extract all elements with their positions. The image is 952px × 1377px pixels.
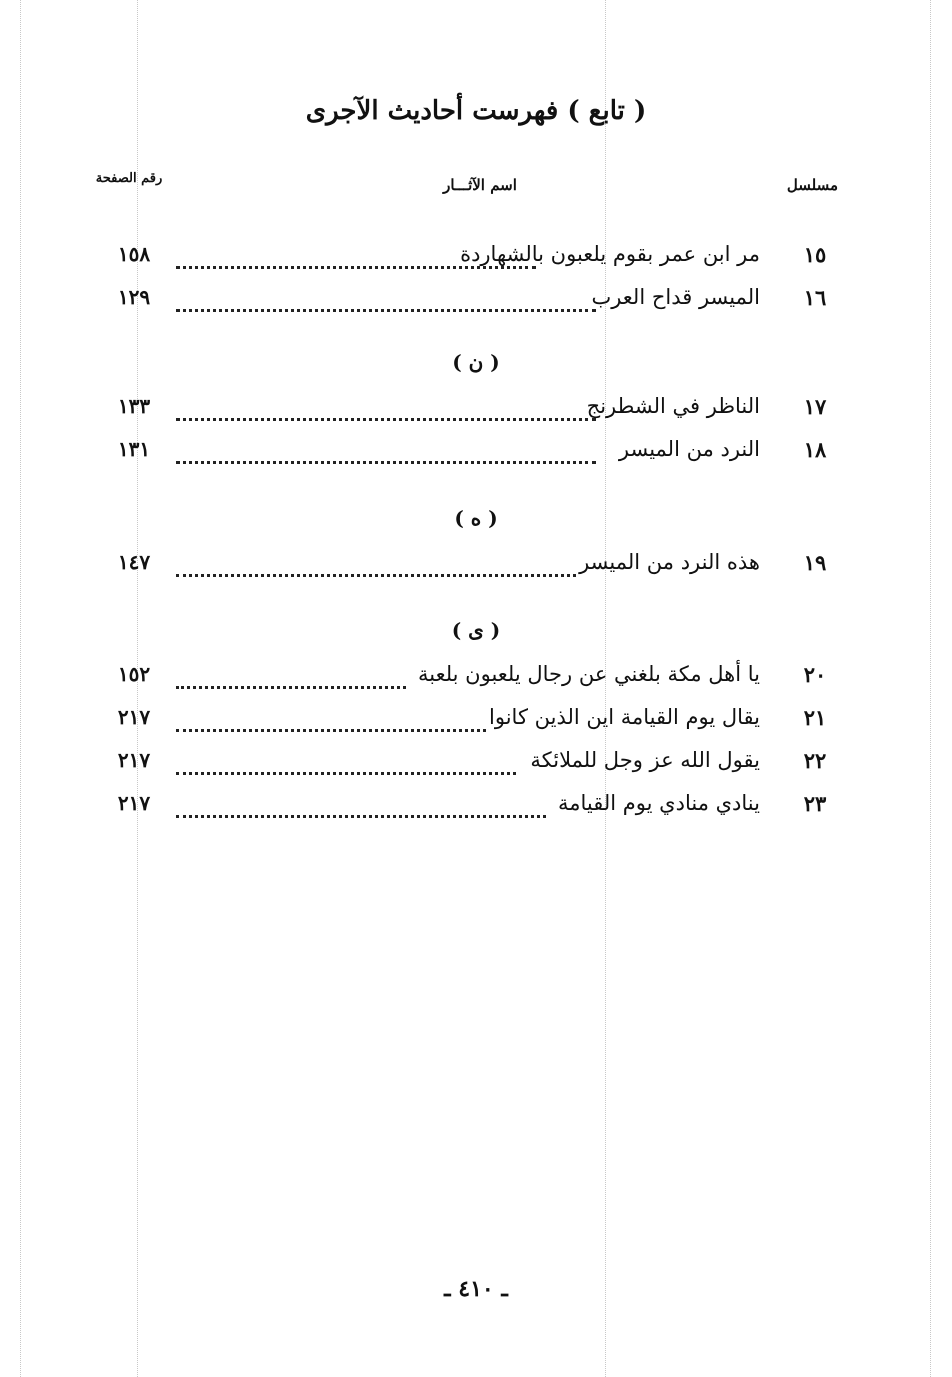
dot-leader: [176, 410, 596, 421]
header-serial: مسلسل: [786, 176, 838, 194]
row-title: هذه النرد من الميسر: [579, 550, 760, 574]
row-title: يا أهل مكة بلغني عن رجال يلعبون بلعبة: [417, 662, 760, 686]
dot-leader: [176, 678, 406, 689]
dot-leader: [176, 258, 536, 269]
index-row: [96, 705, 840, 739]
section-heading: ( ه ): [454, 506, 498, 530]
row-page: ١٥٨: [117, 242, 151, 266]
row-serial: ٢٢: [803, 748, 827, 773]
page-number: ـ ٤١٠ ـ: [444, 1276, 508, 1302]
row-title: يقال يوم القيامة اين الذين كانوا: [489, 705, 760, 729]
row-serial: ١٨: [803, 437, 827, 462]
index-row: [96, 791, 840, 825]
row-title: ينادي منادي يوم القيامة: [558, 791, 760, 815]
index-row: [96, 285, 840, 319]
row-title: الناظر في الشطرنج: [586, 394, 760, 418]
page-title: ( تابع ) فهرست أحاديث الآجرى: [305, 96, 647, 126]
dot-leader: [176, 764, 516, 775]
dot-leader: [176, 453, 596, 464]
row-page: ١٢٩: [117, 285, 151, 309]
dot-leader: [176, 301, 596, 312]
header-page-number: رقم الصفحة: [95, 171, 163, 186]
dot-leader: [176, 721, 486, 732]
row-page: ٢١٧: [117, 705, 151, 729]
row-page: ١٥٢: [117, 662, 151, 686]
dot-leader: [176, 566, 576, 577]
index-row: [96, 242, 840, 276]
section-heading: ( ى ): [451, 618, 501, 642]
row-page: ١٣١: [117, 437, 151, 461]
row-title: الميسر قداح العرب: [591, 285, 760, 309]
row-title: مر ابن عمر بقوم يلعبون بالشهاردة: [460, 242, 760, 266]
margin-guide-left: [20, 0, 21, 1377]
row-serial: ٢١: [803, 705, 827, 730]
row-serial: ١٥: [803, 242, 827, 267]
index-row: [96, 394, 840, 428]
index-row: [96, 662, 840, 696]
index-row: [96, 437, 840, 471]
row-page: ٢١٧: [117, 791, 151, 815]
row-title: يقول الله عز وجل للملائكة: [530, 748, 760, 772]
row-serial: ١٧: [803, 394, 827, 419]
index-row: [96, 550, 840, 584]
dot-leader: [176, 807, 546, 818]
section-heading: ( ن ): [452, 350, 500, 374]
row-page: ١٣٣: [117, 394, 151, 418]
row-serial: ٢٠: [803, 662, 827, 687]
row-title: النرد من الميسر: [618, 437, 760, 461]
row-page: ٢١٧: [117, 748, 151, 772]
margin-guide-right: [930, 0, 931, 1377]
row-serial: ١٩: [803, 550, 827, 575]
row-serial: ٢٣: [803, 791, 827, 816]
row-serial: ١٦: [803, 285, 827, 310]
header-name: اسم الآثـــار: [443, 176, 517, 194]
row-page: ١٤٧: [117, 550, 151, 574]
index-row: [96, 748, 840, 782]
